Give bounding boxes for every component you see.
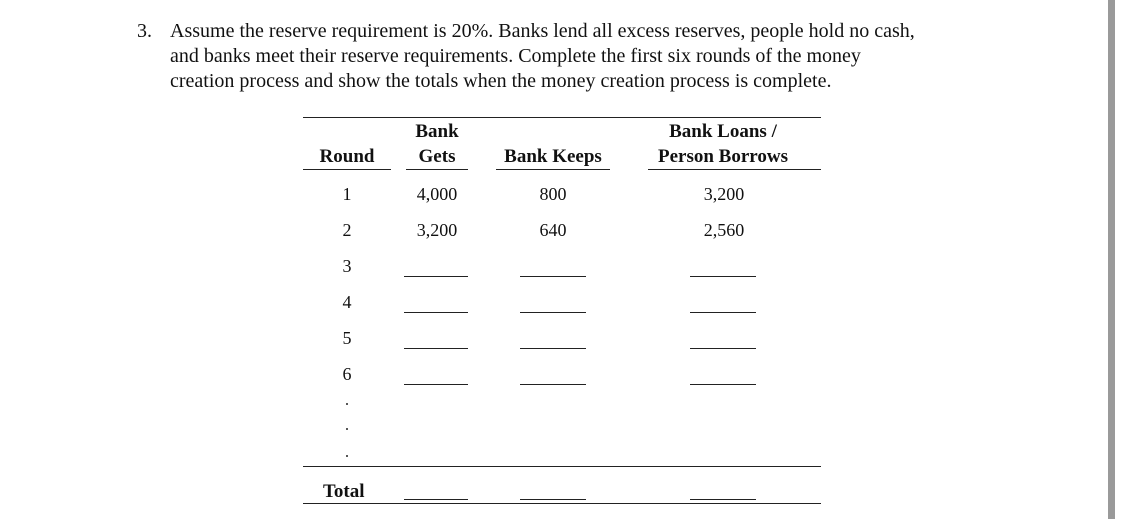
header-underline-bank-loans bbox=[648, 169, 821, 170]
row-2-bank-keeps: 640 bbox=[539, 220, 567, 240]
header-underline-round bbox=[303, 169, 391, 170]
table-bottom-rule bbox=[303, 503, 821, 504]
continuation-dot-2 bbox=[346, 428, 348, 430]
row-1-bank-keeps: 800 bbox=[539, 184, 567, 204]
row-3-bank-gets-blank[interactable] bbox=[404, 276, 468, 277]
header-underline-bank-keeps bbox=[496, 169, 610, 170]
total-bank-loans-blank[interactable] bbox=[690, 499, 756, 500]
scrollbar[interactable] bbox=[1108, 0, 1115, 519]
row-4-bank-gets-blank[interactable] bbox=[404, 312, 468, 313]
row-5-bank-gets-blank[interactable] bbox=[404, 348, 468, 349]
total-top-rule bbox=[303, 466, 821, 467]
row-4-round: 4 bbox=[342, 292, 352, 312]
header-bank-loans-line-1: Bank Loans / bbox=[669, 121, 777, 142]
row-6-round: 6 bbox=[342, 364, 352, 384]
header-bank-keeps: Bank Keeps bbox=[504, 146, 602, 167]
row-6-bank-keeps-blank[interactable] bbox=[520, 384, 586, 385]
total-bank-gets-blank[interactable] bbox=[404, 499, 468, 500]
row-6-bank-gets-blank[interactable] bbox=[404, 384, 468, 385]
problem-number: 3. bbox=[137, 20, 152, 42]
row-4-bank-loans-blank[interactable] bbox=[690, 312, 756, 313]
row-1-round: 1 bbox=[342, 184, 352, 204]
header-underline-bank-gets bbox=[406, 169, 468, 170]
row-5-round: 5 bbox=[342, 328, 352, 348]
header-bank-loans-line-2: Person Borrows bbox=[658, 146, 788, 167]
row-5-bank-keeps-blank[interactable] bbox=[520, 348, 586, 349]
problem-line-3: creation process and show the totals when the money creation process is complete. bbox=[170, 70, 832, 92]
row-4-bank-keeps-blank[interactable] bbox=[520, 312, 586, 313]
header-bank-gets-line-1: Bank bbox=[415, 121, 459, 142]
row-5-bank-loans-blank[interactable] bbox=[690, 348, 756, 349]
row-1-bank-gets: 4,000 bbox=[416, 184, 458, 204]
row-2-round: 2 bbox=[342, 220, 352, 240]
header-round: Round bbox=[319, 146, 375, 167]
row-3-round: 3 bbox=[342, 256, 352, 276]
header-bank-gets-line-2: Gets bbox=[418, 146, 456, 167]
total-bank-keeps-blank[interactable] bbox=[520, 499, 586, 500]
continuation-dot-3 bbox=[346, 455, 348, 457]
row-2-bank-gets: 3,200 bbox=[416, 220, 458, 240]
row-1-bank-loans: 3,200 bbox=[703, 184, 745, 204]
row-6-bank-loans-blank[interactable] bbox=[690, 384, 756, 385]
problem-line-1: Assume the reserve requirement is 20%. Banks lend all excess reserves, people hold no cash, bbox=[170, 20, 915, 42]
problem-line-2: and banks meet their reserve requirements. Complete the first six rounds of the money bbox=[170, 45, 861, 67]
problem-statement bbox=[170, 19, 1030, 94]
row-3-bank-keeps-blank[interactable] bbox=[520, 276, 586, 277]
table-top-rule bbox=[303, 117, 821, 118]
total-label: Total bbox=[323, 481, 365, 502]
continuation-dot-1 bbox=[346, 403, 348, 405]
row-2-bank-loans: 2,560 bbox=[703, 220, 745, 240]
row-3-bank-loans-blank[interactable] bbox=[690, 276, 756, 277]
